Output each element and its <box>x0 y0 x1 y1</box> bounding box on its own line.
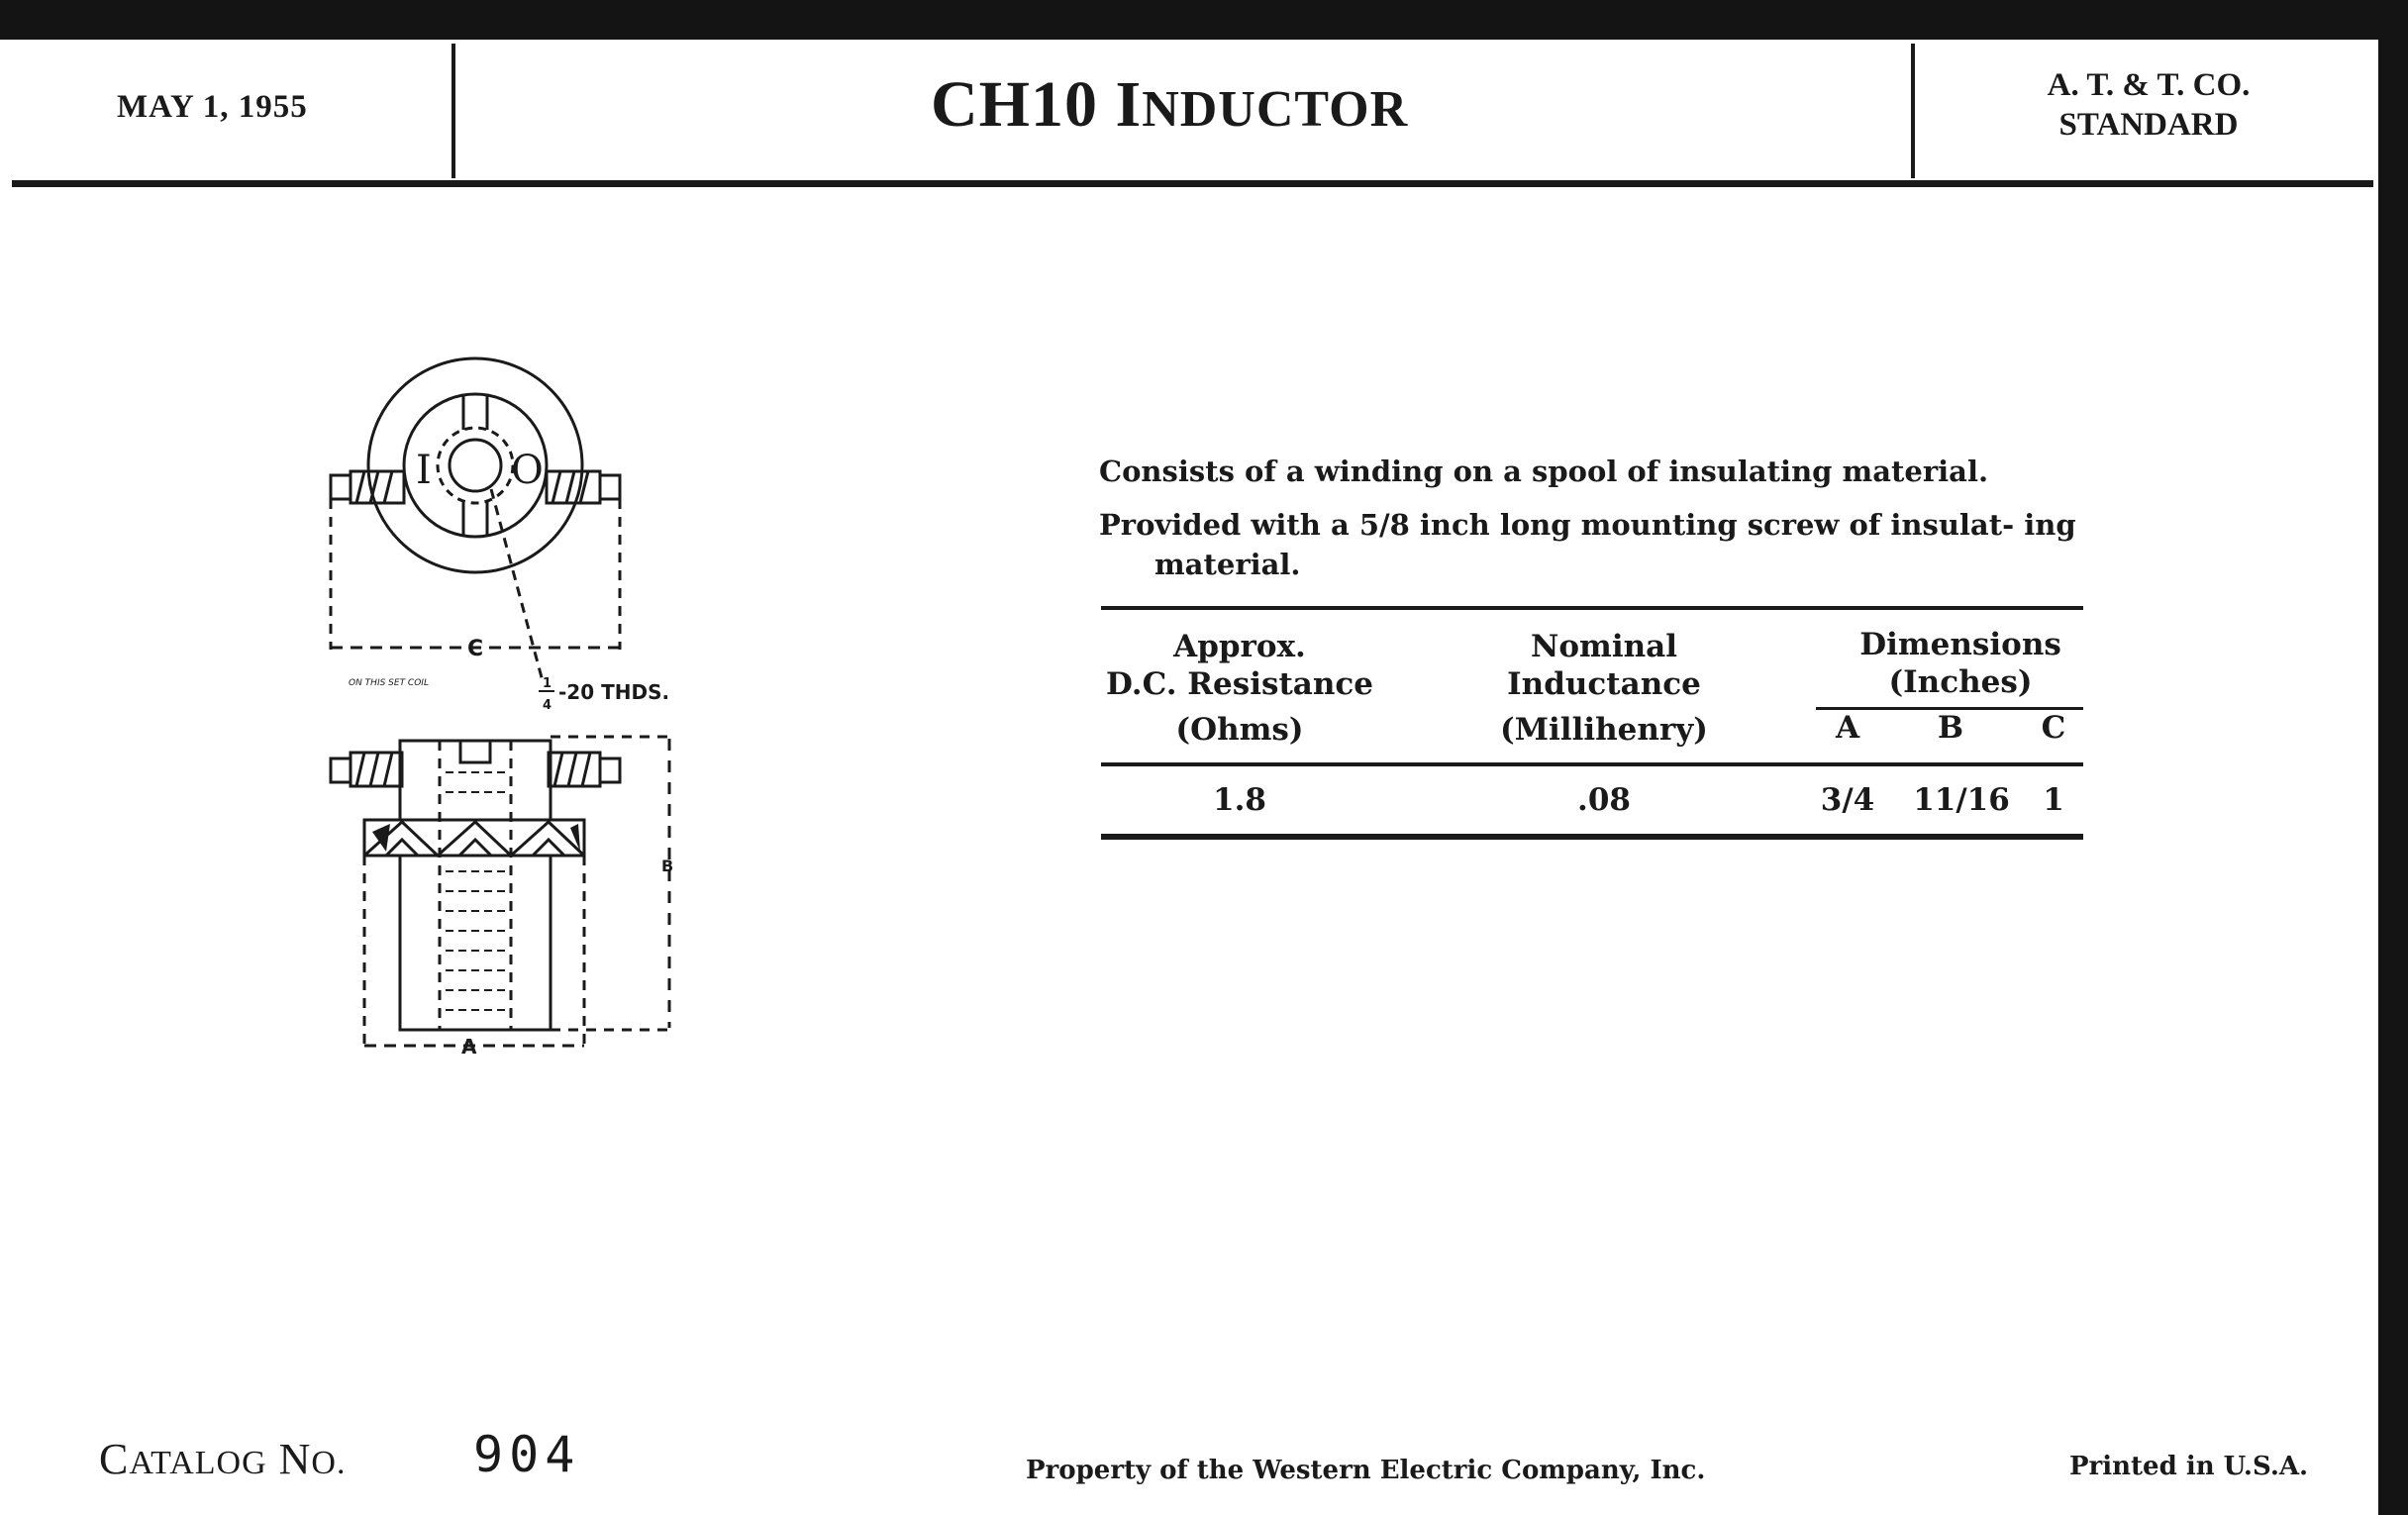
small-note: ON THIS SET COIL <box>349 678 429 688</box>
col-resistance-header <box>1101 628 1378 749</box>
catalog-rest: ATALOG <box>129 1445 267 1481</box>
description-line-1: Consists of a winding on a spool of insulating material. <box>1099 454 1989 488</box>
spool-body <box>400 856 551 1030</box>
scan-border-right <box>2378 0 2408 1515</box>
terminal-in-label: I <box>416 448 432 493</box>
dimension-a-label: A <box>461 1035 477 1059</box>
dimension-b-label: B <box>661 857 674 875</box>
cell-resistance: 1.8 <box>1213 782 1266 818</box>
col1-line1: Approx. <box>1173 629 1306 664</box>
col1-line2: D.C. Resistance <box>1106 666 1373 702</box>
thread-denominator: 4 <box>543 698 552 713</box>
inductor-drawing <box>317 356 733 1109</box>
col3-line2: (Inches) <box>1888 664 2033 700</box>
title-code: CH10 <box>931 68 1098 141</box>
standard-line1: A. T. & T. CO. <box>2047 67 2251 103</box>
sub-header-c: C <box>2041 710 2066 746</box>
sub-header-a: A <box>1835 710 1860 746</box>
dimension-c-label: C <box>467 637 484 661</box>
table-top-rule <box>1101 606 2083 610</box>
header-divider-right <box>1911 44 1915 178</box>
table-header-rule <box>1101 762 2083 766</box>
header <box>0 40 2378 188</box>
thread-leader <box>491 489 543 681</box>
header-divider-left <box>452 44 455 178</box>
catalog-label <box>99 1434 346 1484</box>
scan-border-top <box>0 0 2408 40</box>
title-first-letter: I <box>1115 68 1143 141</box>
description-line-2: Provided with a 5/8 inch long mounting screw of insulat- ing material. <box>1099 508 2076 581</box>
col2-line2: Inductance <box>1507 666 1701 702</box>
property-notice: Property of the Western Electric Company, Inc. <box>1026 1456 1706 1485</box>
cell-dim-c: 1 <box>2043 782 2064 818</box>
col2-line1: Nominal <box>1531 629 1677 664</box>
col-inductance-header <box>1465 628 1743 749</box>
printed-notice: Printed in U.S.A. <box>2069 1452 2309 1481</box>
top-view-outer-ring <box>368 358 582 572</box>
cell-dim-b: 11/16 <box>1913 782 2010 818</box>
issue-date: MAY 1, 1955 <box>117 89 308 125</box>
cell-inductance: .08 <box>1577 782 1631 818</box>
thread-spec: -20 THDS. <box>558 680 670 704</box>
table-bottom-rule <box>1101 834 2083 840</box>
sub-header-b: B <box>1937 710 1964 746</box>
terminal-out-label: O <box>511 448 544 493</box>
cell-dim-a: 3/4 <box>1820 782 1875 818</box>
catalog-number: 904 <box>473 1426 581 1483</box>
terminal-right-tip <box>600 475 620 499</box>
thread-numerator: 1 <box>543 676 552 691</box>
col1-line3: (Ohms) <box>1175 712 1304 748</box>
page-title <box>931 67 1408 143</box>
standard-label <box>1980 65 2317 145</box>
catalog-first: C <box>99 1435 130 1483</box>
standard-line2: STANDARD <box>2058 107 2239 143</box>
col3-line1: Dimensions <box>1859 627 2061 662</box>
no-first: N <box>278 1435 312 1483</box>
top-view-screw-hole <box>450 440 501 491</box>
terminal-left-tip <box>331 475 351 499</box>
header-rule <box>12 180 2373 187</box>
col2-line3: (Millihenry) <box>1500 712 1708 748</box>
title-rest: NDUCTOR <box>1142 81 1409 138</box>
col-dimensions-header <box>1812 626 2109 701</box>
no-rest: O. <box>311 1445 347 1481</box>
